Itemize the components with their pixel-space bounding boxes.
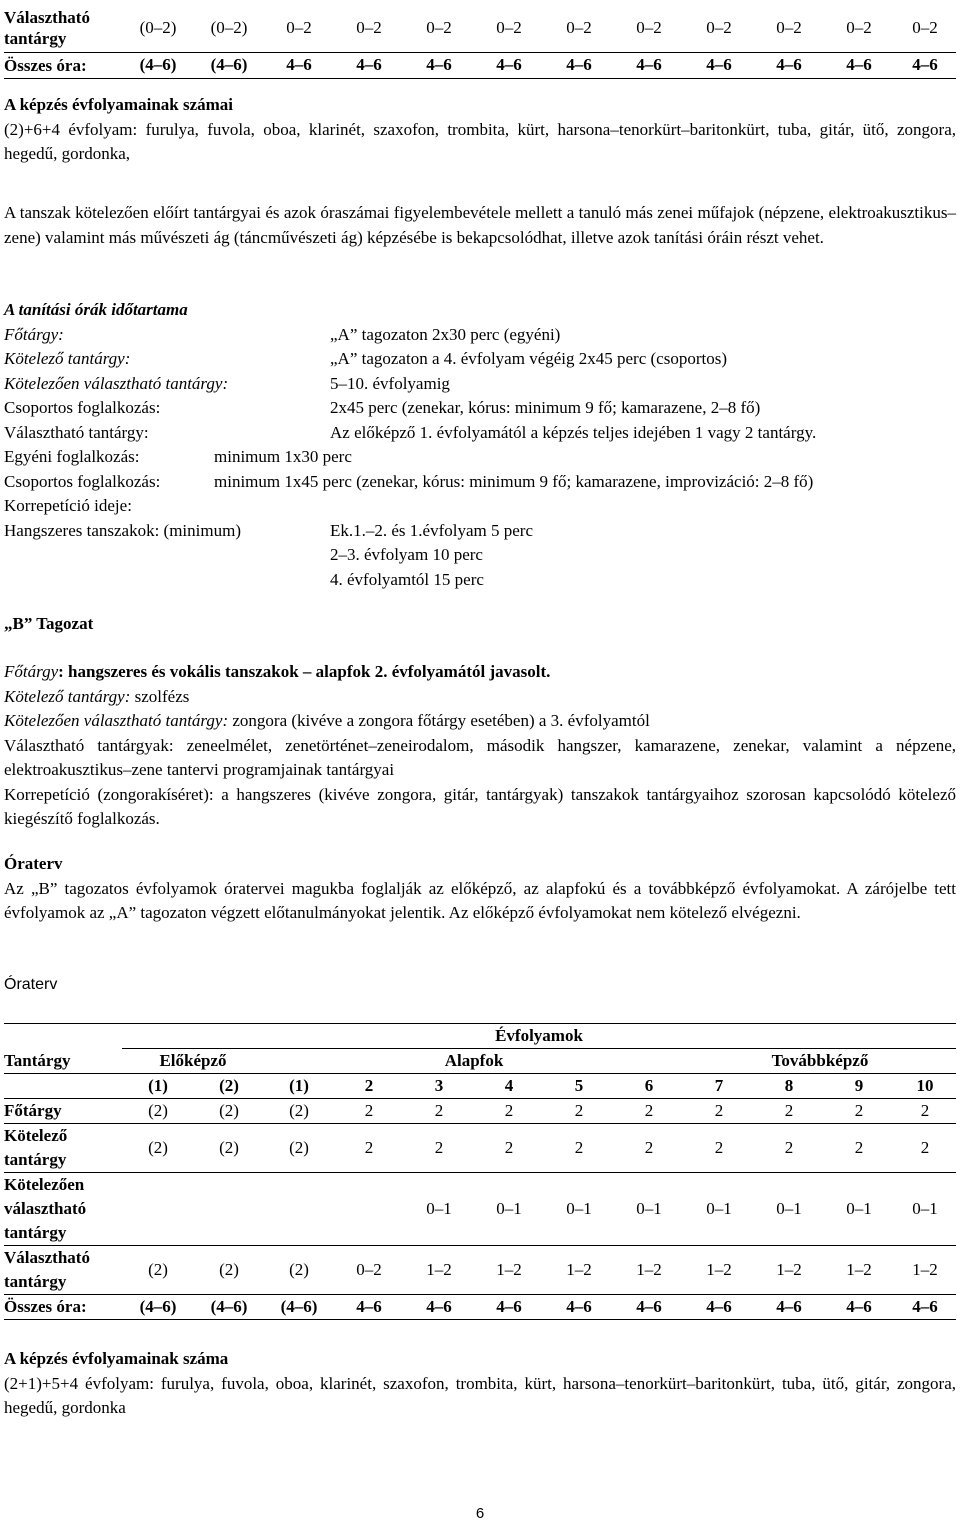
grade-header: 10 [894, 1074, 956, 1099]
table-cell: (2) [122, 1124, 194, 1173]
table-cell: 0–2 [334, 4, 404, 53]
table-cell: 1–2 [404, 1246, 474, 1295]
table-row [4, 1099, 956, 1124]
korrepeticio-label: Korrepetíció ideje: [4, 496, 132, 515]
table-cell: 1–2 [544, 1246, 614, 1295]
table-cell: (4–6) [194, 53, 264, 79]
table-cell: 0–1 [824, 1173, 894, 1246]
fotargy-line [4, 660, 956, 685]
table-cell: 4–6 [684, 53, 754, 79]
table-cell: (4–6) [122, 53, 194, 79]
table-cell: 2 [684, 1124, 754, 1173]
oraterv-section [4, 852, 956, 926]
table-cell: (2) [194, 1246, 264, 1295]
table-row [4, 1295, 956, 1320]
table-cell: 0–1 [894, 1173, 956, 1246]
table-cell: 4–6 [824, 1295, 894, 1320]
section-text: (2+1)+5+4 évfolyam: furulya, fuvola, oboa, klarinét, szaxofon, trombita, kürt, harsona–tenorkürt–baritonkürt, tuba, ütő, gitár, zongora, hegedű, gordonka [4, 1373, 956, 1417]
table-cell: 0–2 [824, 4, 894, 53]
evfolyamok-header: Évfolyamok [122, 1024, 956, 1049]
oraterv-heading: Óraterv [4, 854, 63, 873]
row-label: Kötelezően választható tantárgy [4, 1173, 122, 1246]
kotvalaszt-line [4, 709, 956, 734]
table-cell: 2 [754, 1099, 824, 1124]
table-cell: (0–2) [194, 4, 264, 53]
duration-label: Kötelezően választható tantárgy: [4, 373, 229, 393]
table-cell: 4–6 [754, 1295, 824, 1320]
table-row [4, 1246, 956, 1295]
tantargy-header: Tantárgy [4, 1050, 71, 1070]
valaszthato-text: Választható tantárgyak: zeneelmélet, zenetörténet–zeneirodalom, második hangszer, kamarazene, zenekar, valamint a népzene, elektroakusztikus–zene tantervi programjainak tantárgyai [4, 735, 956, 779]
kotvalaszt-text: zongora (kivéve a zongora főtárgy esetében) a 3. évfolyamtól [228, 711, 650, 730]
duration-value: Ek.1.–2. és 1.évfolyam 5 perc [330, 520, 533, 540]
table-cell: 2 [614, 1124, 684, 1173]
table-cell: 2 [474, 1099, 544, 1124]
table-cell: 1–2 [754, 1246, 824, 1295]
table-cell: (2) [194, 1099, 264, 1124]
table-row [4, 1049, 956, 1074]
duration-row [4, 421, 956, 446]
table-cell: 0–2 [754, 4, 824, 53]
table-cell: (2) [194, 1124, 264, 1173]
table-cell: 2 [544, 1124, 614, 1173]
table-cell: 2 [614, 1099, 684, 1124]
table-cell: (2) [264, 1124, 334, 1173]
grade-header: 3 [404, 1074, 474, 1099]
table-cell: 0–2 [614, 4, 684, 53]
duration-label: Egyéni foglalkozás: [4, 447, 140, 466]
table-cell: 0–1 [614, 1173, 684, 1246]
durations-section [4, 298, 956, 592]
table-cell: 2 [684, 1099, 754, 1124]
table-row [4, 1074, 956, 1099]
b-section [4, 660, 956, 832]
table-cell [194, 1173, 264, 1246]
table-cell: 4–6 [684, 1295, 754, 1320]
duration-row [4, 470, 956, 495]
duration-label: Hangszeres tanszakok: (minimum) [4, 520, 241, 540]
duration-row [4, 347, 956, 372]
table-cell: 4–6 [614, 1295, 684, 1320]
table-cell: 0–1 [754, 1173, 824, 1246]
page-number: 6 [475, 1505, 485, 1522]
table-cell: 4–6 [264, 53, 334, 79]
grade-header: 5 [544, 1074, 614, 1099]
kotelezo-line [4, 685, 956, 710]
table-cell: 4–6 [544, 53, 614, 79]
table-cell: 2 [824, 1099, 894, 1124]
table-cell: 4–6 [824, 53, 894, 79]
section-evfolyamok-end [4, 1347, 956, 1421]
duration-label: Választható tantárgy: [4, 422, 149, 442]
table-cell [4, 1024, 122, 1049]
table-row [4, 53, 956, 79]
table-cell: 1–2 [824, 1246, 894, 1295]
table-cell: 4–6 [334, 53, 404, 79]
duration-value: 2–3. évfolyam 10 perc [330, 545, 483, 564]
table-cell: 4–6 [404, 53, 474, 79]
grade-header: 6 [614, 1074, 684, 1099]
table-cell: (4–6) [122, 1295, 194, 1320]
elokepzo-header: Előképző [122, 1049, 264, 1074]
oraterv-table [4, 1023, 956, 1320]
table-cell: 4–6 [544, 1295, 614, 1320]
table-cell: 2 [404, 1124, 474, 1173]
hangszeres-values [330, 519, 533, 593]
table-cell: 2 [544, 1099, 614, 1124]
kotelezo-label: Kötelező tantárgy: [4, 686, 131, 706]
section-heading: A képzés évfolyamainak számai [4, 95, 234, 114]
table-cell: 4–6 [754, 53, 824, 79]
grade-header: 8 [754, 1074, 824, 1099]
table-cell: 0–2 [684, 4, 754, 53]
table-cell: 1–2 [894, 1246, 956, 1295]
grade-header: 7 [684, 1074, 754, 1099]
row-label: Választható tantárgy [4, 1246, 122, 1295]
table-cell [264, 1173, 334, 1246]
table-cell: 0–2 [264, 4, 334, 53]
row-label: Kötelező tantárgy [4, 1124, 122, 1173]
fotargy-label: Főtárgy [4, 662, 59, 681]
table-cell: 0–2 [404, 4, 474, 53]
duration-value: „A” tagozaton a 4. évfolyam végéig 2x45 perc (csoportos) [330, 349, 727, 368]
table-cell: 0–1 [474, 1173, 544, 1246]
duration-row [4, 323, 956, 348]
grade-header: (2) [194, 1074, 264, 1099]
tovabbkepzo-header: Továbbképző [684, 1049, 956, 1074]
grade-header: (1) [122, 1074, 194, 1099]
table-cell: 4–6 [474, 1295, 544, 1320]
duration-label: Csoportos foglalkozás: [4, 471, 161, 491]
table-cell: 1–2 [474, 1246, 544, 1295]
duration-value: minimum 1x30 perc [214, 447, 352, 466]
alapfok-header: Alapfok [264, 1049, 684, 1074]
b-tagozat-title: „B” Tagozat [4, 614, 94, 633]
table-cell: 1–2 [614, 1246, 684, 1295]
table-cell: 0–2 [544, 4, 614, 53]
fotargy-text: : hangszeres és vokális tanszakok – alapfok 2. évfolyamától javasolt. [58, 662, 551, 681]
grade-header: 4 [474, 1074, 544, 1099]
table-cell: 2 [474, 1124, 544, 1173]
section-heading: A képzés évfolyamainak száma [4, 1349, 229, 1368]
grade-header: 9 [824, 1074, 894, 1099]
oraterv-text: Az „B” tagozatos évfolyamok óratervei magukba foglalják az előképző, az alapfokú és a továbbképző évfolyamokat. A zárójelbe tett évfolyamok az „A” tagozaton végzett előtanulmányokat jelentik. Az előképző évfolyamokat nem kötelező elvégezni. [4, 878, 956, 922]
table-cell [4, 1074, 122, 1099]
table-cell: 0–1 [404, 1173, 474, 1246]
table-cell: 0–2 [474, 4, 544, 53]
table-cell: (4–6) [194, 1295, 264, 1320]
duration-value: 5–10. évfolyamig [330, 373, 450, 393]
table-cell: 0–2 [334, 1246, 404, 1295]
table-cell: 2 [894, 1099, 956, 1124]
table-cell: (2) [264, 1099, 334, 1124]
table-cell: 4–6 [334, 1295, 404, 1320]
row-label: Főtárgy [4, 1099, 122, 1124]
table-row [4, 1173, 956, 1246]
duration-value: „A” tagozaton 2x30 perc (egyéni) [330, 324, 561, 344]
table-cell: 4–6 [404, 1295, 474, 1320]
table-cell: 2 [754, 1124, 824, 1173]
table-cell: 2 [334, 1124, 404, 1173]
kotvalaszt-label: Kötelezően választható tantárgy: [4, 711, 229, 730]
top-table [4, 4, 956, 79]
duration-value: minimum 1x45 perc (zenekar, kórus: minimum 9 fő; kamarazene, improvizáció: 2–8 fő) [214, 471, 814, 491]
table-cell: 2 [894, 1124, 956, 1173]
section-text: (2)+6+4 évfolyam: furulya, fuvola, oboa, klarinét, szaxofon, trombita, kürt, harsona–tenorkürt–baritonkürt, tuba, gitár, ütő, zongora, hegedű, gordonka, [4, 119, 956, 163]
table-cell: 2 [404, 1099, 474, 1124]
table-cell [334, 1173, 404, 1246]
section-evfolyamok [4, 93, 956, 167]
kotelezo-text: szolfézs [130, 686, 190, 706]
durations-heading: A tanítási órák időtartama [4, 300, 188, 319]
table-row [4, 1124, 956, 1173]
duration-row [4, 372, 956, 397]
duration-label: Csoportos foglalkozás: [4, 398, 161, 417]
duration-label: Főtárgy: [4, 324, 64, 344]
duration-row [4, 396, 956, 421]
korrepeticio-text: Korrepetíció (zongorakíséret): a hangszeres (kivéve zongora, gitár, tantárgyak) tanszakok tantárgyaihoz szorosan kapcsolódó kötelező kiegészítő foglalkozás. [4, 784, 956, 828]
table-cell: (0–2) [122, 4, 194, 53]
row-label: Összes óra: [4, 53, 122, 79]
table-cell [122, 1173, 194, 1246]
table-cell: 2 [824, 1124, 894, 1173]
row-label: Összes óra: [4, 1295, 122, 1320]
grade-header: 2 [334, 1074, 404, 1099]
table-cell: (2) [122, 1099, 194, 1124]
table-row [4, 4, 956, 53]
table-cell: (2) [122, 1246, 194, 1295]
table-cell: 4–6 [894, 53, 956, 79]
table-cell: (4–6) [264, 1295, 334, 1320]
tanszak-paragraph: A tanszak kötelezően előírt tantárgyai és azok óraszámai figyelembevétele mellett a tanuló más zenei műfajok (népzene, elektroakusztikus–zene) valamint más művészeti ág (táncművészeti ág) képzésébe is bekapcsolódhat, illetve azok tanítási óráin részt vehet. [4, 203, 956, 247]
table-cell: 0–2 [894, 4, 956, 53]
table-row [4, 1024, 956, 1049]
table-cell: (2) [264, 1246, 334, 1295]
grade-header: (1) [264, 1074, 334, 1099]
oraterv-heading-2: Óraterv [4, 976, 58, 993]
duration-value: Az előképző 1. évfolyamától a képzés teljes idejében 1 vagy 2 tantárgy. [330, 422, 817, 442]
table-cell: 0–1 [684, 1173, 754, 1246]
table-cell: 2 [334, 1099, 404, 1124]
table-cell: 4–6 [894, 1295, 956, 1320]
duration-value: 2x45 perc (zenekar, kórus: minimum 9 fő; kamarazene, 2–8 fő) [330, 398, 761, 417]
table-cell: 1–2 [684, 1246, 754, 1295]
duration-label: Kötelező tantárgy: [4, 349, 131, 368]
row-label: Választható tantárgy [4, 4, 122, 53]
table-cell: 0–1 [544, 1173, 614, 1246]
duration-value: 4. évfolyamtól 15 perc [330, 569, 484, 589]
duration-row [4, 445, 956, 470]
duration-row [4, 519, 956, 593]
table-cell: 4–6 [474, 53, 544, 79]
table-cell: 4–6 [614, 53, 684, 79]
